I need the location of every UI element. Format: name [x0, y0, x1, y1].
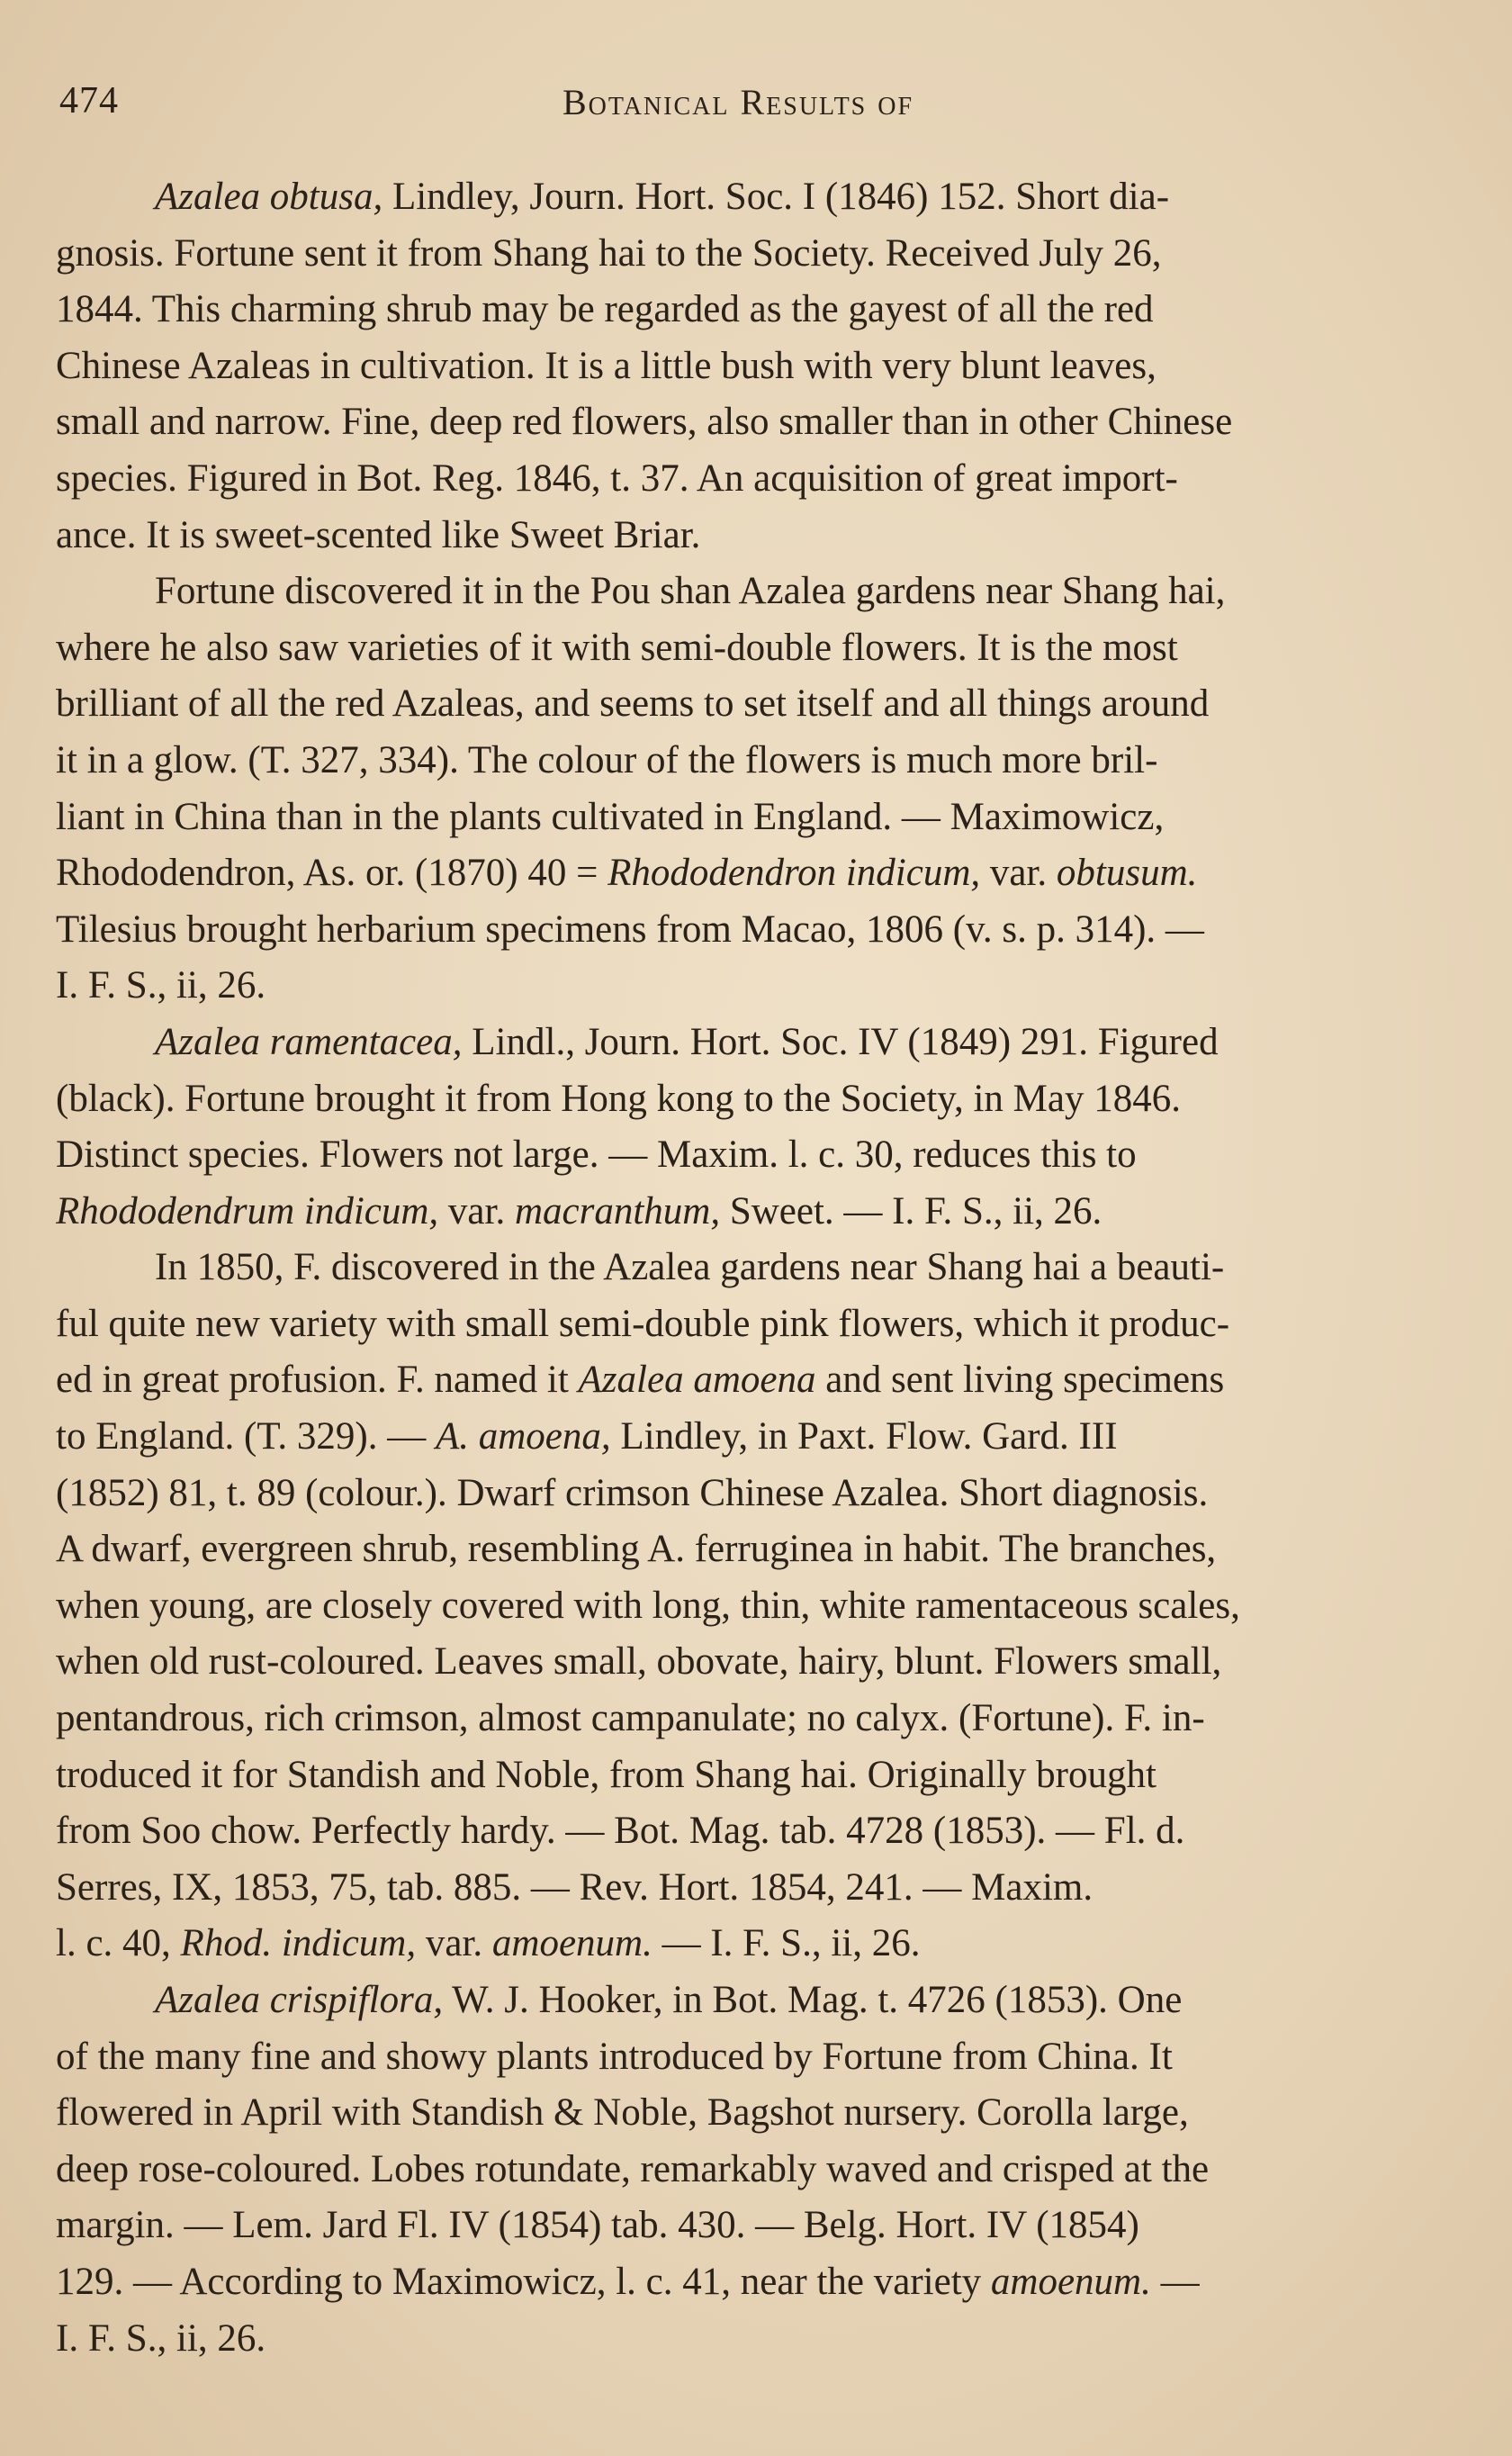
text-line	[56, 1578, 1417, 1635]
text-line	[56, 1352, 1417, 1409]
text-run: Serres, IX, 1853, 75, tab. 885. — Rev. Hort. 1854, 241. — Maxim.	[56, 1865, 1094, 1909]
text-run: brilliant of all the red Azaleas, and seems to set itself and all things around	[56, 682, 1210, 726]
text-line	[56, 451, 1417, 508]
text-run: margin. — Lem. Jard Fl. IV (1854) tab. 430. — Belg. Hort. IV (1854)	[56, 2204, 1139, 2247]
text-line	[56, 2311, 1417, 2368]
text-run: ful quite new variety with small semi-double pink flowers, which it produc-	[56, 1302, 1230, 1345]
text-run: — I. F. S., ii, 26.	[652, 1922, 921, 1965]
text-run: Chinese Azaleas in cultivation. It is a little bush with very blunt leaves,	[56, 344, 1156, 387]
text-line	[56, 958, 1417, 1015]
text-run: gnosis. Fortune sent it from Shang hai to the Society. Received July 26,	[56, 231, 1162, 275]
text-run: var.	[980, 852, 1057, 895]
text-line	[56, 1691, 1417, 1747]
text-line	[56, 1803, 1417, 1860]
text-line	[56, 339, 1417, 395]
text-run: In 1850, F. discovered in the Azalea gardens near Shang hai a beauti-	[155, 1246, 1225, 1289]
text-line	[56, 2254, 1417, 2311]
text-run: (1852) 81, t. 89 (colour.). Dwarf crimson Chinese Azalea. Short diagnosis.	[56, 1471, 1209, 1514]
text-run: (black). Fortune brought it from Hong kong to the Society, in May 1846.	[56, 1077, 1182, 1120]
text-run: deep rose-coloured. Lobes rotundate, remarkably waved and crisped at the	[56, 2147, 1210, 2190]
text-run: when old rust-coloured. Leaves small, obovate, hairy, blunt. Flowers small,	[56, 1640, 1222, 1684]
text-line	[56, 282, 1417, 339]
text-run: Rhododendron, As. or. (1870) 40 =	[56, 852, 608, 895]
text-run: I. F. S., ii, 26.	[56, 964, 266, 1007]
text-run: Lindley, in Paxt. Flow. Gard. III	[610, 1415, 1118, 1458]
text-line	[56, 1296, 1417, 1353]
italic-text: Azalea obtusa,	[155, 176, 383, 218]
text-line	[56, 564, 1417, 620]
text-line	[56, 902, 1417, 959]
italic-text: Rhod. indicum,	[180, 1922, 417, 1965]
text-run: it in a glow. (T. 327, 334). The colour of the flowers is much more bril-	[56, 738, 1158, 781]
text-line	[56, 733, 1417, 790]
text-line	[56, 620, 1417, 677]
text-line	[56, 508, 1417, 564]
text-run: l. c. 40,	[56, 1922, 181, 1965]
text-run: Lindl., Journ. Hort. Soc. IV (1849) 291. Figured	[462, 1020, 1219, 1063]
text-line	[56, 1860, 1417, 1917]
text-run: flowered in April with Standish & Noble, Bagshot nursery. Corolla large,	[56, 2091, 1189, 2135]
text-line	[56, 1127, 1417, 1184]
text-run: pentandrous, rich crimson, almost campanulate; no calyx. (Fortune). F. in-	[56, 1697, 1205, 1740]
text-line	[56, 1634, 1417, 1691]
text-line	[56, 1973, 1417, 2029]
text-line	[56, 1466, 1417, 1522]
text-line	[56, 1240, 1417, 1296]
italic-text: Rhododendron indicum,	[608, 852, 981, 895]
text-run: Distinct species. Flowers not large. — Maxim. l. c. 30, reduces this to	[56, 1133, 1137, 1177]
text-run: small and narrow. Fine, deep red flowers, also smaller than in other Chinese	[56, 401, 1233, 444]
text-line	[56, 2142, 1417, 2199]
text-line	[56, 845, 1417, 902]
running-head	[59, 74, 1417, 128]
text-run: I. F. S., ii, 26.	[56, 2316, 266, 2360]
italic-text: amoenum.	[990, 2260, 1151, 2303]
text-run: troduced it for Standish and Noble, from Shang hai. Originally brought	[56, 1753, 1156, 1796]
text-line	[56, 2029, 1417, 2086]
italic-text: Rhododendrum indicum,	[56, 1189, 439, 1233]
text-run: A dwarf, evergreen shrub, resembling A. ferruginea in habit. The branches,	[56, 1528, 1217, 1571]
text-run: ed in great profusion. F. named it	[56, 1359, 579, 1402]
text-line	[56, 226, 1417, 283]
text-line	[56, 1184, 1417, 1241]
text-line	[56, 169, 1417, 226]
text-run: species. Figured in Bot. Reg. 1846, t. 37. An acquisition of great import-	[56, 456, 1178, 500]
text-run: 129. — According to Maximowicz, l. c. 41, near the variety	[56, 2260, 991, 2303]
text-line	[56, 1015, 1417, 1071]
text-line	[56, 790, 1417, 846]
text-run: Lindley, Journ. Hort. Soc. I (1846) 152. Short dia-	[382, 176, 1170, 218]
text-line	[56, 1521, 1417, 1578]
text-run: Fortune discovered it in the Pou shan Azalea gardens near Shang hai,	[155, 570, 1226, 613]
body-text	[56, 169, 1417, 2367]
italic-text: Azalea crispiflora,	[155, 1979, 444, 2021]
text-run: ance. It is sweet-scented like Sweet Briar.	[56, 513, 701, 556]
italic-text: obtusum.	[1056, 852, 1198, 895]
text-line	[56, 1916, 1417, 1973]
text-run: from Soo chow. Perfectly hardy. — Bot. Mag. tab. 4728 (1853). — Fl. d.	[56, 1810, 1185, 1853]
text-run: liant in China than in the plants cultivated in England. — Maximowicz,	[56, 795, 1165, 838]
text-run: to England. (T. 329). —	[56, 1415, 436, 1458]
text-line	[56, 1409, 1417, 1466]
text-line	[56, 2085, 1417, 2142]
text-run: when young, are closely covered with long, thin, white ramentaceous scales,	[56, 1584, 1240, 1627]
text-run: of the many fine and showy plants introduced by Fortune from China. It	[56, 2035, 1173, 2078]
text-run: var.	[438, 1189, 515, 1233]
italic-text: amoenum.	[491, 1922, 652, 1965]
text-run: Sweet. — I. F. S., ii, 26.	[720, 1189, 1102, 1233]
text-line	[56, 1071, 1417, 1128]
text-run: —	[1150, 2260, 1200, 2303]
text-line	[56, 1747, 1417, 1804]
text-run: and sent living specimens	[815, 1359, 1225, 1402]
text-line	[56, 394, 1417, 451]
page-number: 474	[59, 80, 119, 122]
italic-text: A. amoena,	[435, 1415, 611, 1458]
text-line	[56, 676, 1417, 733]
text-run: Tilesius brought herbarium specimens from Macao, 1806 (v. s. p. 314). —	[56, 907, 1204, 951]
italic-text: Azalea ramentacea,	[155, 1020, 463, 1063]
text-line	[56, 2198, 1417, 2254]
text-run: W. J. Hooker, in Bot. Mag. t. 4726 (1853). One	[443, 1979, 1183, 2021]
running-title: Botanical Results of	[562, 82, 914, 122]
text-run: where he also saw varieties of it with semi-double flowers. It is the most	[56, 626, 1178, 669]
italic-text: Azalea amoena	[578, 1359, 816, 1402]
text-run: var.	[416, 1922, 492, 1965]
text-run: 1844. This charming shrub may be regarded as the gayest of all the red	[56, 288, 1154, 331]
italic-text: macranthum,	[514, 1189, 721, 1233]
